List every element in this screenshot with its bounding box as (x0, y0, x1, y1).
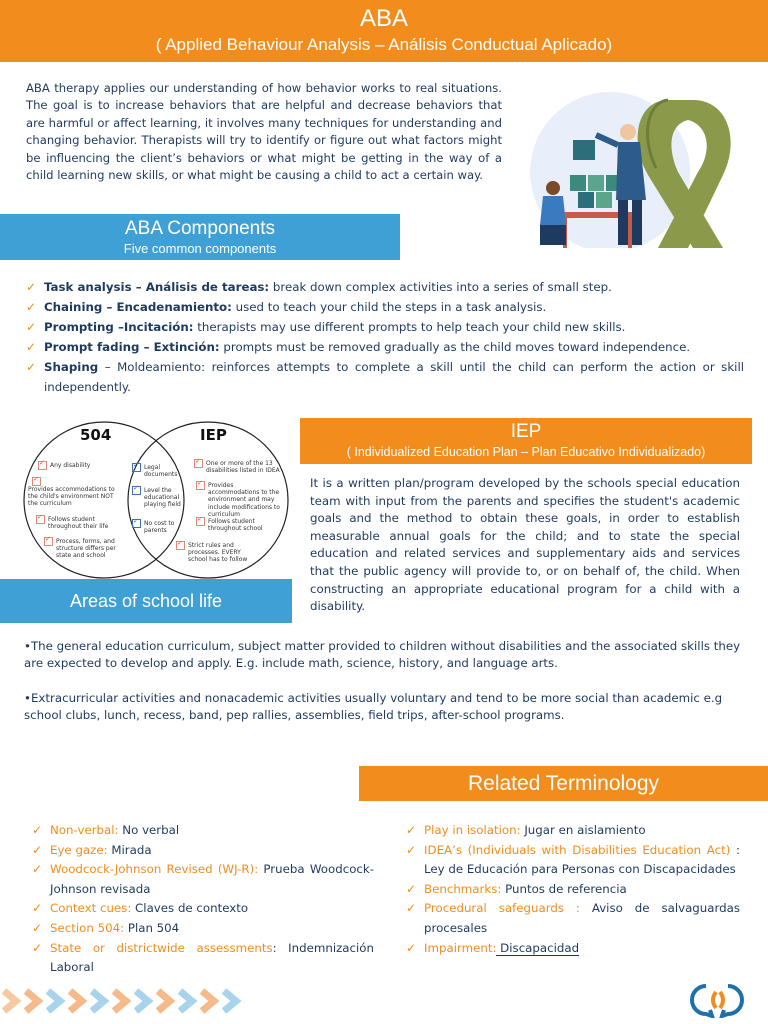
list-item (404, 939, 740, 959)
checkbox-icon (44, 537, 53, 546)
venn-right-item: One or more of the 13 disabilities listed in IDEA (206, 460, 280, 475)
areas-paragraph-1: •The general education curriculum, subject matter provided to children without disabilities and the associated skills they are expected to develop and apply. E.g. include math, science, history, and language arts. (24, 639, 741, 671)
venn-middle-item: No cost to parents (144, 520, 175, 535)
check-icon: ✓ (406, 901, 417, 916)
term-label: Play in isolation: (424, 823, 521, 837)
check-icon: ✓ (26, 340, 37, 354)
list-item (24, 277, 744, 297)
component-desc: used to teach your child the steps in a task analysis. (231, 300, 547, 314)
term-label: IDEA’s (Individuals with Disabilities Education Act) (424, 842, 731, 857)
list-item (404, 841, 740, 880)
list-item (404, 821, 740, 841)
checkbox-icon (132, 463, 141, 472)
venn-504-title: 504 (80, 426, 112, 444)
areas-text (24, 638, 744, 742)
iep-title: IEP (510, 421, 542, 442)
areas-heading (0, 579, 292, 623)
term-desc: Aviso de salvaguardas procesales (424, 901, 741, 935)
list-item (24, 317, 744, 337)
term-label: Procedural safeguards : (424, 901, 580, 916)
checkbox-icon (32, 477, 41, 486)
venn-right-item: Strict rules and processes. EVERY school has to follow (188, 542, 248, 564)
list-item (24, 357, 744, 397)
venn-left-item: Provides accommodations to the child's environment NOT the curriculum (28, 486, 115, 508)
term-desc: No verbal (118, 823, 180, 837)
checkbox-icon (194, 459, 203, 468)
term-label: Section 504: (50, 920, 125, 935)
list-item (30, 939, 374, 978)
term-desc: : Indemnización Laboral (50, 940, 374, 975)
term-label: State or districtwide assessments (50, 940, 273, 955)
check-icon: ✓ (32, 862, 43, 877)
list-item (404, 899, 740, 938)
term-label: Benchmarks: (424, 881, 502, 896)
iep-heading (300, 418, 752, 464)
check-icon: ✓ (406, 881, 417, 896)
areas-paragraph-2: •Extracurricular activities and nonacademic activities usually voluntary and tend to be more social than academic e.g school clubs, lunch, recess, band, pep rallies, assemblies, field trips, after-school programs. (24, 690, 723, 723)
checkbox-icon (132, 486, 141, 495)
list-item (404, 880, 740, 900)
term-label: Non-verbal: (50, 823, 119, 837)
checkbox-icon (176, 541, 185, 550)
venn-left-item: Follows student throughout their life (48, 516, 109, 531)
venn-iep-title: IEP (200, 426, 227, 444)
checkbox-icon (36, 515, 45, 524)
check-icon: ✓ (32, 920, 43, 935)
check-icon: ✓ (32, 940, 43, 955)
checkbox-icon (38, 461, 47, 470)
venn-left-item: Any disability (50, 462, 91, 469)
list-item (30, 821, 374, 841)
venn-middle-item: Level the educational playing field (144, 487, 181, 509)
venn-diagram-504-iep (22, 420, 290, 580)
header-banner (0, 0, 768, 62)
component-term: Task analysis – Análisis de tareas: (44, 280, 270, 294)
check-icon: ✓ (32, 842, 43, 857)
term-label: Eye gaze: (50, 842, 108, 857)
aba-components-subtitle: Five common components (123, 241, 277, 256)
check-icon: ✓ (32, 901, 43, 916)
component-desc: prompts must be removed gradually as the child moves toward independence. (219, 340, 691, 354)
aba-components-heading (0, 214, 400, 260)
list-item (24, 337, 744, 357)
terminology-list-left (30, 821, 374, 978)
list-item (30, 919, 374, 939)
component-term: Prompting –Incitación: (44, 320, 194, 334)
component-term: Prompt fading – Extinción: (44, 340, 220, 354)
check-icon: ✓ (26, 300, 37, 314)
component-term: Shaping (44, 360, 99, 374)
term-label: Context cues: (50, 901, 132, 916)
venn-right-item: Provides accommodations to the environment and may include modifications to curriculum (208, 482, 280, 518)
term-desc: Prueba Woodcock-Johnson revisada (50, 862, 374, 896)
aba-components-title: ABA Components (125, 218, 275, 239)
check-icon: ✓ (406, 842, 417, 857)
list-item (30, 860, 374, 899)
term-desc: Jugar en aislamiento (520, 823, 646, 837)
aba-components-list (24, 277, 744, 397)
iep-subtitle: ( Individualized Education Plan – Plan Educativo Individualizado) (346, 445, 706, 459)
terminology-title: Related Terminology (467, 772, 660, 795)
term-label: Impairment: (424, 940, 497, 955)
list-item (30, 841, 374, 861)
aba-illustration (518, 80, 768, 248)
checkbox-icon (196, 481, 205, 490)
term-label: Woodcock-Johnson Revised (WJ-R): (50, 862, 259, 877)
footer-chevrons (0, 988, 260, 1014)
component-desc: break down complex activities into a series of small step. (269, 280, 612, 294)
list-item (30, 899, 374, 919)
term-desc: Claves de contexto (131, 901, 249, 916)
terminology-heading (359, 766, 768, 801)
check-icon: ✓ (26, 320, 37, 334)
term-desc: Mirada (107, 842, 152, 857)
areas-title: Areas of school life (69, 591, 223, 611)
intro-paragraph: ABA therapy applies our understanding of how behavior works to real situations. The goal is to increase behaviors that are helpful and decrease behaviors that are harmful or affect learning, it involves many techniques for understanding and changing behavior. Therapists will try to identify or figure out what factors might be influencing the client’s behaviors or what might be getting in the way of a child learning new skills, or what might be causing a child to act a certain way. (26, 81, 502, 183)
checkbox-icon (196, 517, 205, 526)
venn-right-item: Follows student throughout school (208, 518, 263, 533)
speech-bubbles-logo-icon (686, 982, 750, 1018)
checkbox-icon (132, 519, 141, 528)
venn-left-item: Process, forms, and structure differs per state and school (56, 538, 116, 560)
iep-paragraph: It is a written plan/program developed by the schools special education team with input from the parents and specifies the student's academic goals and the method to obtain these goals, in order to establish measurable annual goals for the child; and to state the special education and related services and supplementary aids and services that the public agency will provide to, or on behalf of, the child. When constructing an appropriate educational program for a child with a disability. (310, 476, 740, 614)
term-desc: Discapacidad (496, 940, 580, 955)
check-icon: ✓ (406, 823, 417, 837)
check-icon: ✓ (26, 280, 37, 294)
component-desc: therapists may use different prompts to help teach your child new skills. (193, 320, 626, 334)
check-icon: ✓ (406, 940, 417, 955)
page-title: ABA (359, 5, 409, 32)
page-subtitle: ( Applied Behaviour Analysis – Análisis Conductual Aplicado) (155, 35, 613, 54)
term-desc: Plan 504 (124, 920, 180, 935)
component-desc: – Moldeamiento: reinforces attempts to complete a skill until the child can perform the action or skill independently. (44, 360, 744, 394)
list-item (24, 297, 744, 317)
term-desc: : Ley de Educación para Personas con Discapacidades (424, 842, 740, 877)
terminology-list-right (404, 821, 740, 958)
component-term: Chaining – Encadenamiento: (44, 300, 232, 314)
check-icon: ✓ (32, 823, 43, 837)
check-icon: ✓ (26, 360, 37, 374)
term-desc: Puntos de referencia (501, 881, 627, 896)
venn-middle-item: Legal documents (144, 464, 178, 479)
